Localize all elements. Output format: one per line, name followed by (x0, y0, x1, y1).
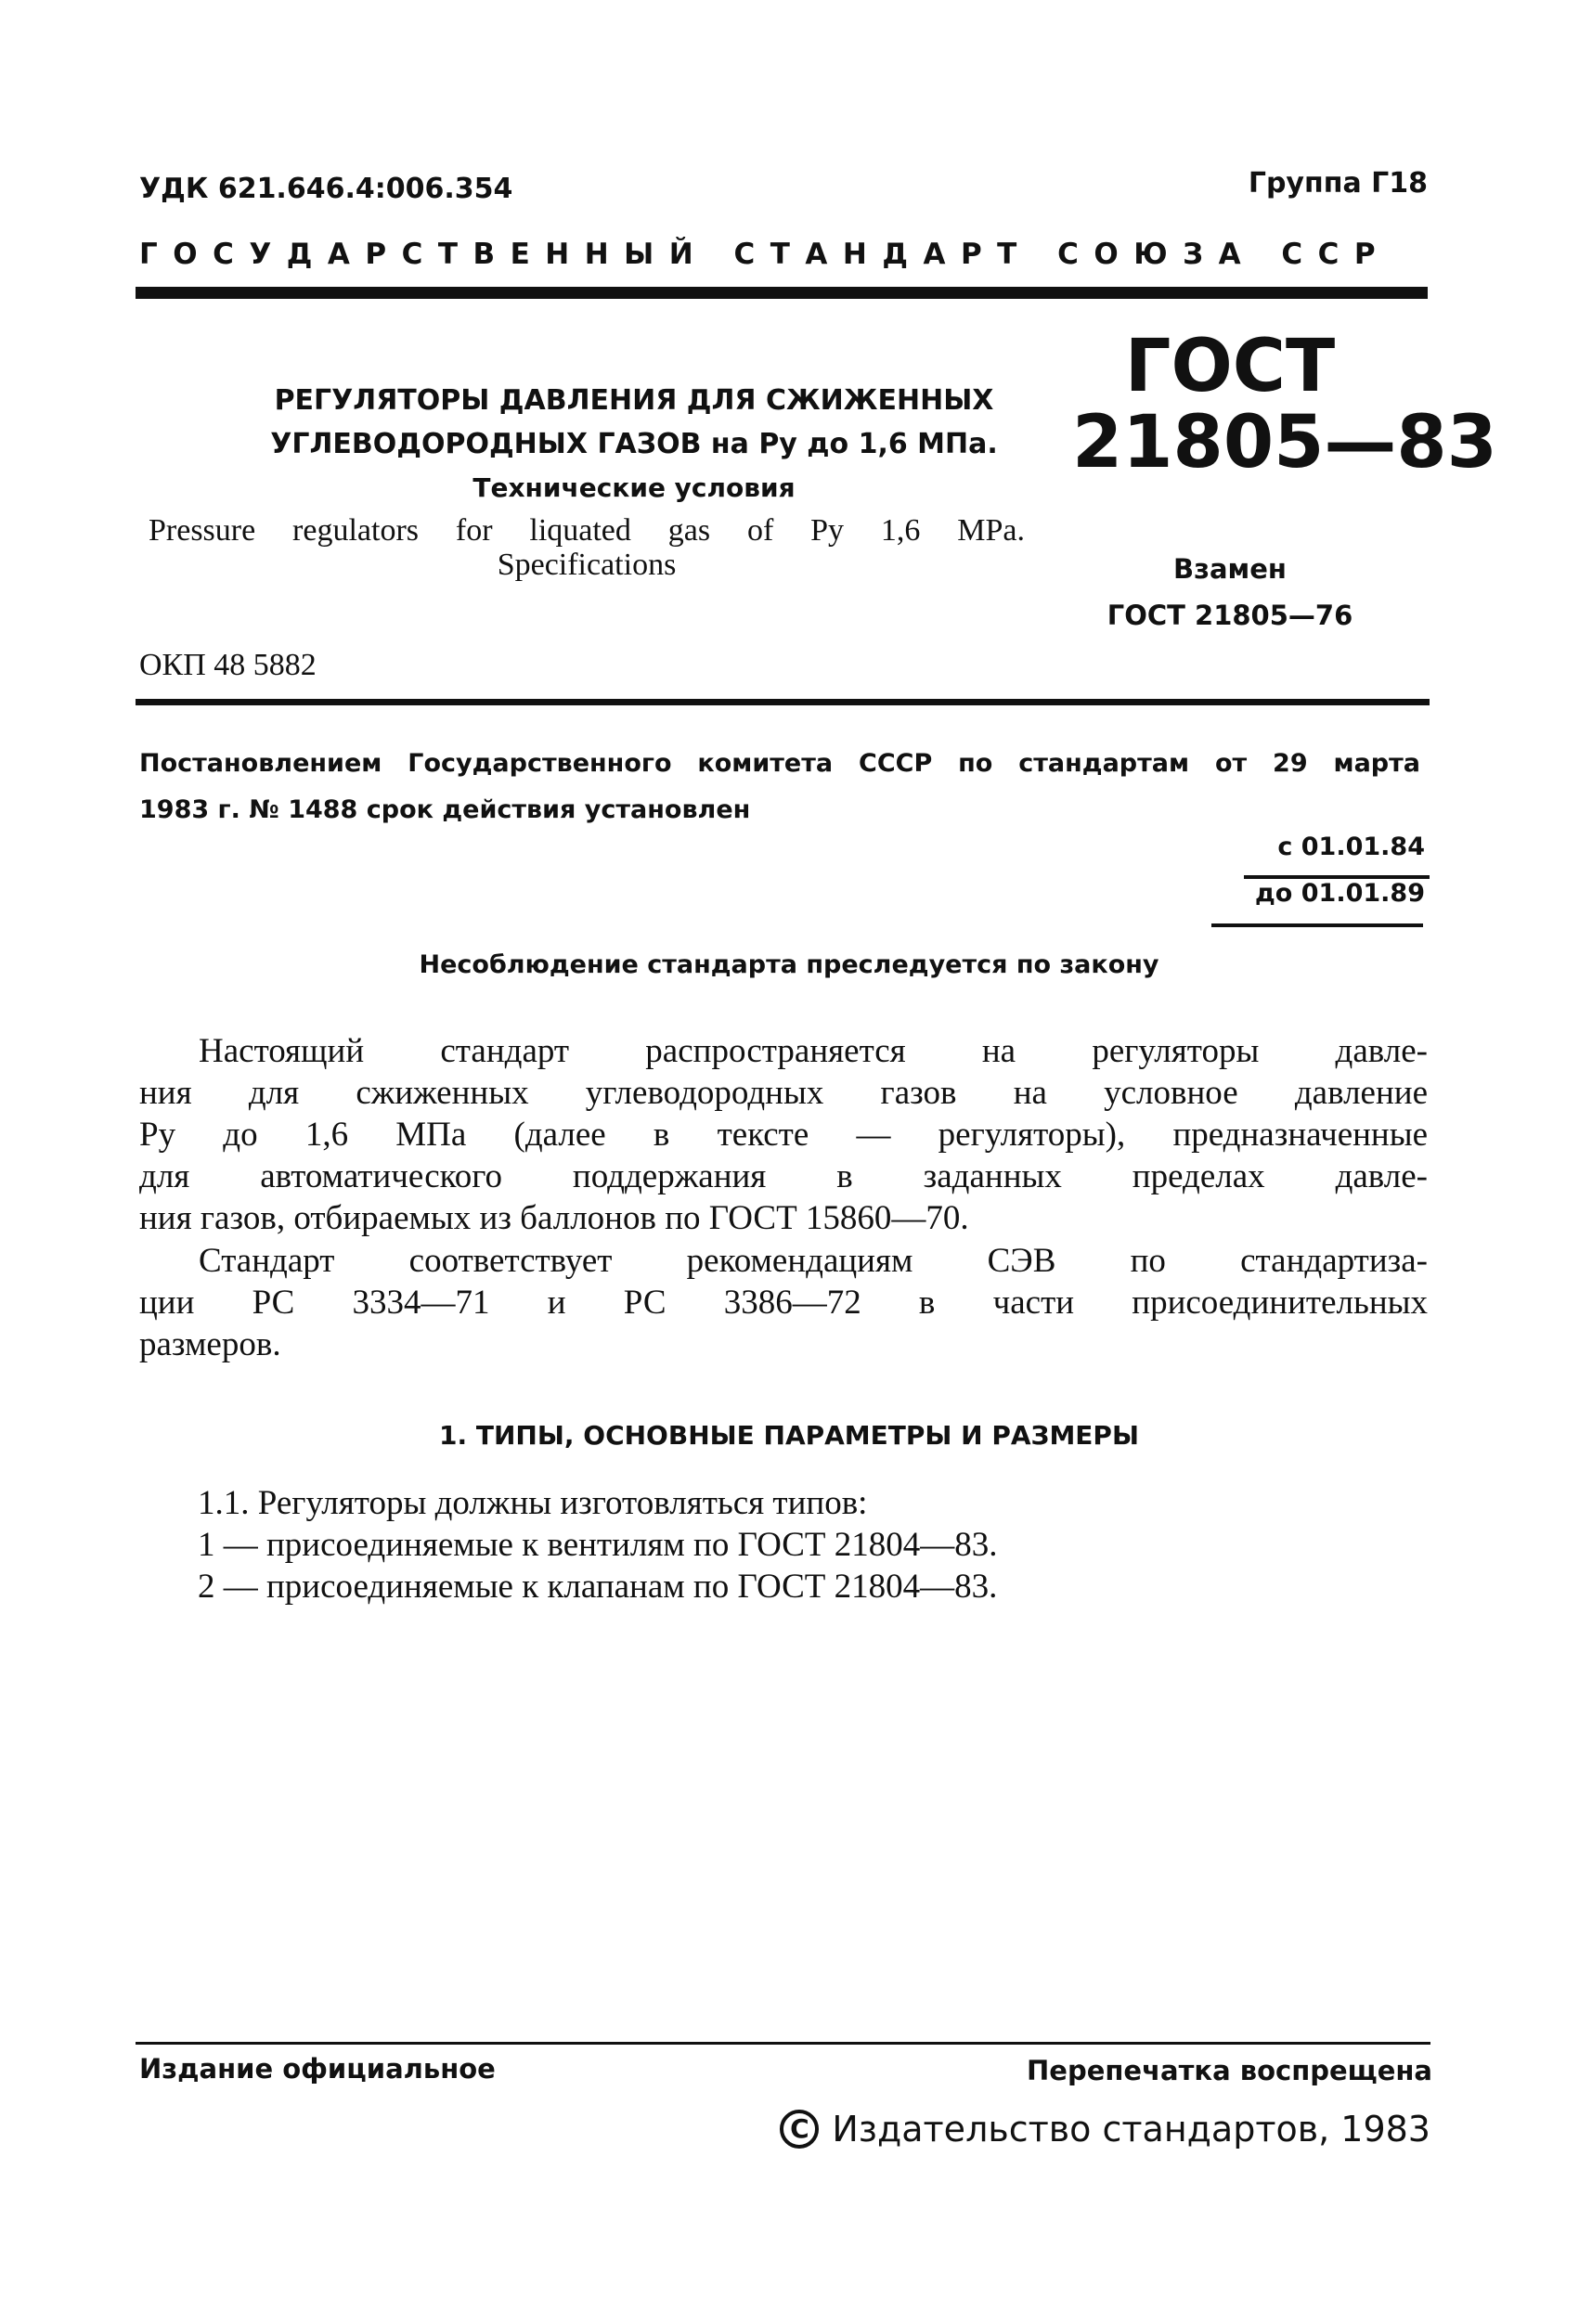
copyright-line (780, 2109, 1430, 2150)
publisher: Издательство стандартов, 1983 (832, 2109, 1430, 2150)
text-line: ции РС 3334—71 и РС 3386—72 в части присоединительных (139, 1284, 1428, 1322)
title-divider (136, 699, 1430, 705)
okp-code: ОКП 48 5882 (139, 648, 317, 682)
section-1-items (198, 1482, 998, 1607)
title-ru-line1: РЕГУЛЯТОРЫ ДАВЛЕНИЯ ДЛЯ СЖИЖЕННЫХ (274, 384, 994, 417)
replaces-standard: ГОСТ 21805—76 (1107, 600, 1353, 631)
decree-line1: Постановлением Государственного комитета СССР по стандартам от 29 марта (139, 749, 1420, 778)
date-underline (1211, 923, 1423, 927)
group-code: Группа Г18 (1248, 167, 1428, 200)
title-ru-line3: Технические условия (472, 472, 796, 503)
copyright-icon: C (780, 2110, 819, 2149)
gost-number: 21805—83 (1072, 400, 1497, 484)
text-line: Настоящий стандарт распространяется на регуляторы давле- (199, 1032, 1428, 1070)
decree-line2: 1983 г. № 1488 срок действия установлен (139, 795, 751, 824)
replaces-label: Взамен (1173, 553, 1287, 585)
text-line: для автоматического поддержания в заданных пределах давле- (139, 1157, 1428, 1195)
title-russian (235, 379, 1033, 510)
footer-divider (136, 2042, 1430, 2045)
decree-text (139, 741, 1420, 833)
valid-to: до 01.01.89 (1255, 879, 1425, 908)
text-line: Стандарт соответствует рекомендациям СЭВ по стандартиза- (199, 1242, 1428, 1280)
edition-label: Издание официальное (139, 2053, 496, 2085)
section-1-heading: 1. ТИПЫ, ОСНОВНЫЕ ПАРАМЕТРЫ И РАЗМЕРЫ (439, 1420, 1139, 1451)
text-line: ния газов, отбираемых из баллонов по ГОСТ 15860—70. (139, 1199, 969, 1237)
validity-dates (1255, 824, 1425, 917)
reprint-notice: Перепечатка воспрещена (1027, 2055, 1432, 2086)
text-line: размеров. (139, 1325, 281, 1363)
intro-paragraph-1 (139, 1030, 1428, 1239)
title-en-line1: Pressure regulators for liquated gas of Pу 1,6 MPa. (149, 513, 1025, 548)
item-1-1: 1.1. Регуляторы должны изготовляться типов: (198, 1484, 868, 1522)
title-ru-line2: УГЛЕВОДОРОДНЫХ ГАЗОВ на Pу до 1,6 МПа. (270, 428, 998, 460)
state-standard-banner: ГОСУДАРСТВЕННЫЙ СТАНДАРТ СОЮЗА ССР (139, 238, 1391, 271)
valid-from: с 01.01.84 (1277, 833, 1425, 861)
gost-designation (1072, 325, 1497, 484)
text-line: ния для сжиженных углеводородных газов на условное давление (139, 1074, 1428, 1112)
type-1: 1 — присоединяемые к вентилям по ГОСТ 21804—83. (198, 1526, 998, 1564)
title-english (149, 513, 1025, 582)
date-underline (1244, 875, 1430, 879)
text-line: Pу до 1,6 МПа (далее в тексте — регуляторы), предназначенные (139, 1116, 1428, 1154)
gost-label: ГОСТ (1124, 325, 1336, 408)
header-divider (136, 287, 1428, 299)
type-2: 2 — присоединяемые к клапанам по ГОСТ 21804—83. (198, 1568, 998, 1606)
title-en-line2: Specifications (497, 548, 677, 582)
replaces-block (1072, 546, 1388, 639)
law-notice: Несоблюдение стандарта преследуется по закону (419, 950, 1159, 979)
intro-paragraph-2 (139, 1240, 1428, 1365)
udk-code: УДК 621.646.4:006.354 (139, 173, 513, 205)
